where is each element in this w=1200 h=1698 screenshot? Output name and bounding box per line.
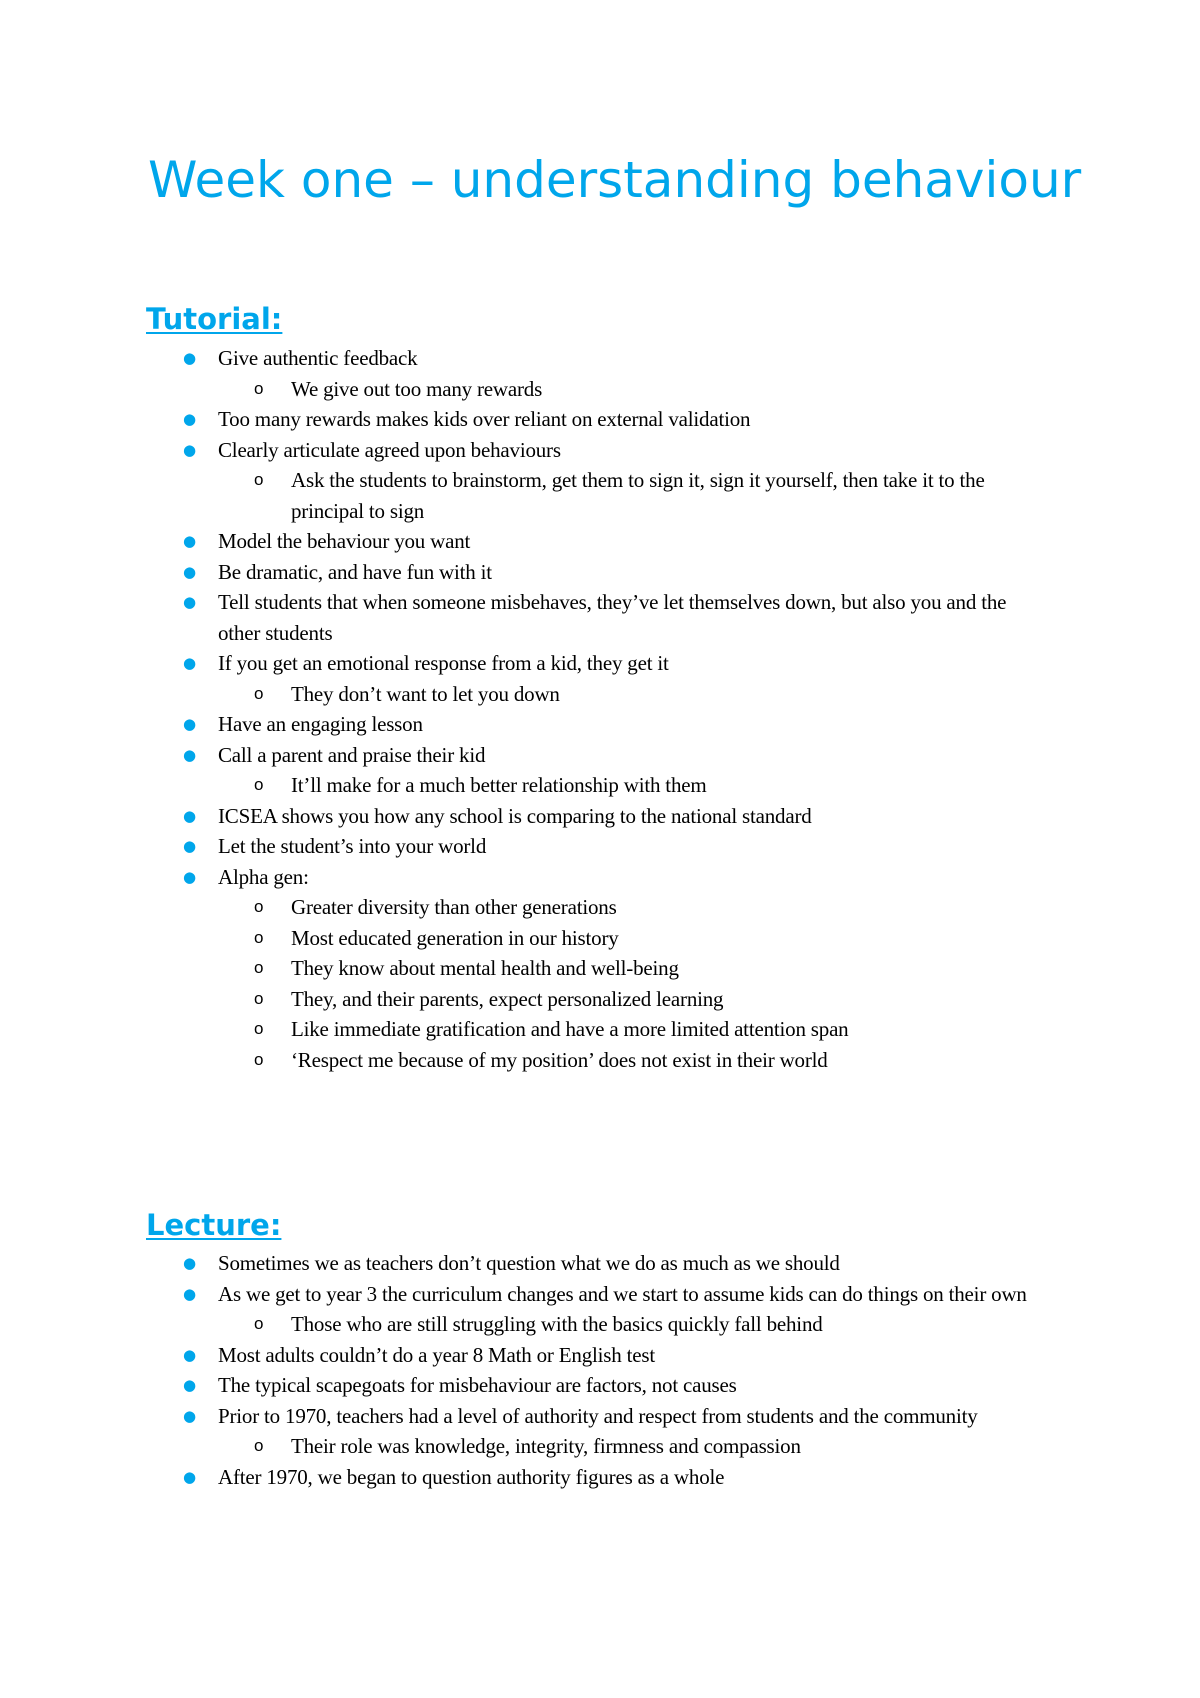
bullet-dot-icon: ● <box>183 440 196 459</box>
lecture-bullet-list <box>0 1248 1200 1492</box>
sub-bullet-o-icon: o <box>254 470 264 489</box>
bullet-dot-icon: ● <box>183 1467 196 1486</box>
list-item-text: If you get an emotional response from a kid, they get it <box>218 651 669 675</box>
bullet-dot-icon: ● <box>183 745 196 764</box>
list-item-text: Be dramatic, and have fun with it <box>218 559 492 584</box>
list-item-text: Prior to 1970, teachers had a level of authority and respect from students and the community <box>218 1403 978 1428</box>
list-item-text: Most educated generation in our history <box>291 925 619 950</box>
list-item-text: They know about mental health and well-being <box>291 956 679 980</box>
sub-bullet-o-icon: o <box>254 1049 264 1069</box>
list-item-text: Clearly articulate agreed upon behaviours <box>218 437 561 462</box>
list-item-text: Like immediate gratification and have a more limited attention span <box>291 1017 849 1041</box>
tutorial-bullet-list <box>0 343 1200 1075</box>
list-item-text: Have an engaging lesson <box>218 712 423 736</box>
sub-bullet-o-icon: o <box>254 988 264 1008</box>
bullet-dot-icon: ● <box>183 562 196 581</box>
bullet-dot-icon: ● <box>183 654 196 672</box>
sub-list-item <box>0 1309 1061 1340</box>
list-item-text: Ask the students to brainstorm, get them to sign it, sign it yourself, then take it to the principal to sign <box>291 468 985 523</box>
bullet-dot-icon: ● <box>183 532 196 550</box>
list-item <box>0 1340 1048 1371</box>
section-heading-lecture: Lecture: <box>146 1208 282 1242</box>
bullet-dot-icon: ● <box>183 1376 196 1394</box>
list-item-text: Most adults couldn’t do a year 8 Math or English test <box>218 1342 655 1367</box>
sub-list-item <box>0 1431 1061 1462</box>
section-heading-tutorial: Tutorial: <box>146 302 283 336</box>
bullet-dot-icon: ● <box>183 1254 196 1272</box>
list-item-text: Their role was knowledge, integrity, firmness and compassion <box>291 1434 801 1458</box>
list-item <box>0 1401 1048 1432</box>
list-item-text: They, and their parents, expect personalized learning <box>291 986 724 1011</box>
bullet-dot-icon: ● <box>183 806 196 825</box>
list-item <box>0 648 1048 679</box>
list-item <box>0 862 1048 893</box>
list-item <box>0 587 1048 648</box>
list-item-text: We give out too many rewards <box>291 376 543 401</box>
list-item-text: Model the behaviour you want <box>218 529 471 553</box>
list-item-text: Give authentic feedback <box>218 346 418 370</box>
list-item-text: Let the student’s into your world <box>218 834 487 858</box>
sub-bullet-o-icon: o <box>254 1314 264 1333</box>
list-item <box>0 526 1048 557</box>
list-item-text: ICSEA shows you how any school is comparing to the national standard <box>218 803 812 828</box>
sub-list-item <box>0 374 1061 405</box>
list-item-text: After 1970, we began to question authority figures as a whole <box>218 1464 725 1489</box>
list-item <box>0 709 1048 740</box>
bullet-dot-icon: ● <box>183 593 196 611</box>
sub-list-item <box>0 465 1061 526</box>
sub-list-item <box>0 770 1061 801</box>
sub-bullet-o-icon: o <box>254 775 264 794</box>
list-item-text: The typical scapegoats for misbehaviour are factors, not causes <box>218 1373 737 1397</box>
sub-list-item <box>0 923 1061 954</box>
list-item <box>0 1370 1048 1401</box>
bullet-dot-icon: ● <box>183 867 196 886</box>
list-item-text: ‘Respect me because of my position’ does not exist in their world <box>291 1047 828 1072</box>
sub-bullet-o-icon: o <box>254 1019 264 1038</box>
sub-list-item <box>0 984 1061 1015</box>
list-item <box>0 740 1048 771</box>
sub-bullet-o-icon: o <box>254 683 264 703</box>
list-item <box>0 1248 1048 1279</box>
sub-list-item <box>0 892 1061 923</box>
sub-bullet-o-icon: o <box>254 1436 264 1455</box>
list-item <box>0 1279 1048 1310</box>
sub-bullet-o-icon: o <box>254 958 264 977</box>
list-item-text: Too many rewards makes kids over reliant on external validation <box>218 407 751 431</box>
list-item-text: Alpha gen: <box>218 864 309 889</box>
bullet-dot-icon: ● <box>183 349 196 367</box>
list-item-text: Tell students that when someone misbehaves, they’ve let themselves down, but also you and the other students <box>218 590 1007 645</box>
list-item <box>0 1462 1048 1493</box>
bullet-dot-icon: ● <box>183 410 196 428</box>
bullet-dot-icon: ● <box>183 1284 196 1303</box>
bullet-dot-icon: ● <box>183 715 196 733</box>
list-item <box>0 801 1048 832</box>
sub-list-item <box>0 1045 1061 1076</box>
list-item-text: Call a parent and praise their kid <box>218 742 486 767</box>
list-item <box>0 343 1048 374</box>
page-title: Week one – understanding behaviour <box>148 151 1082 209</box>
list-item-text: They don’t want to let you down <box>291 681 560 706</box>
bullet-dot-icon: ● <box>183 837 196 855</box>
list-item <box>0 404 1048 435</box>
list-item-text: As we get to year 3 the curriculum changes and we start to assume kids can do things on their own <box>218 1281 1027 1306</box>
bullet-dot-icon: ● <box>183 1345 196 1364</box>
list-item-text: It’ll make for a much better relationship with them <box>291 773 707 797</box>
bullet-dot-icon: ● <box>183 1406 196 1425</box>
list-item-text: Sometimes we as teachers don’t question what we do as much as we should <box>218 1251 840 1275</box>
list-item <box>0 435 1048 466</box>
sub-list-item <box>0 679 1061 710</box>
list-item-text: Those who are still struggling with the basics quickly fall behind <box>291 1312 823 1336</box>
sub-list-item <box>0 953 1061 984</box>
sub-list-item <box>0 1014 1061 1045</box>
list-item-text: Greater diversity than other generations <box>291 895 617 919</box>
list-item <box>0 557 1048 588</box>
list-item <box>0 831 1048 862</box>
sub-bullet-o-icon: o <box>254 927 264 947</box>
sub-bullet-o-icon: o <box>254 897 264 916</box>
sub-bullet-o-icon: o <box>254 378 264 398</box>
